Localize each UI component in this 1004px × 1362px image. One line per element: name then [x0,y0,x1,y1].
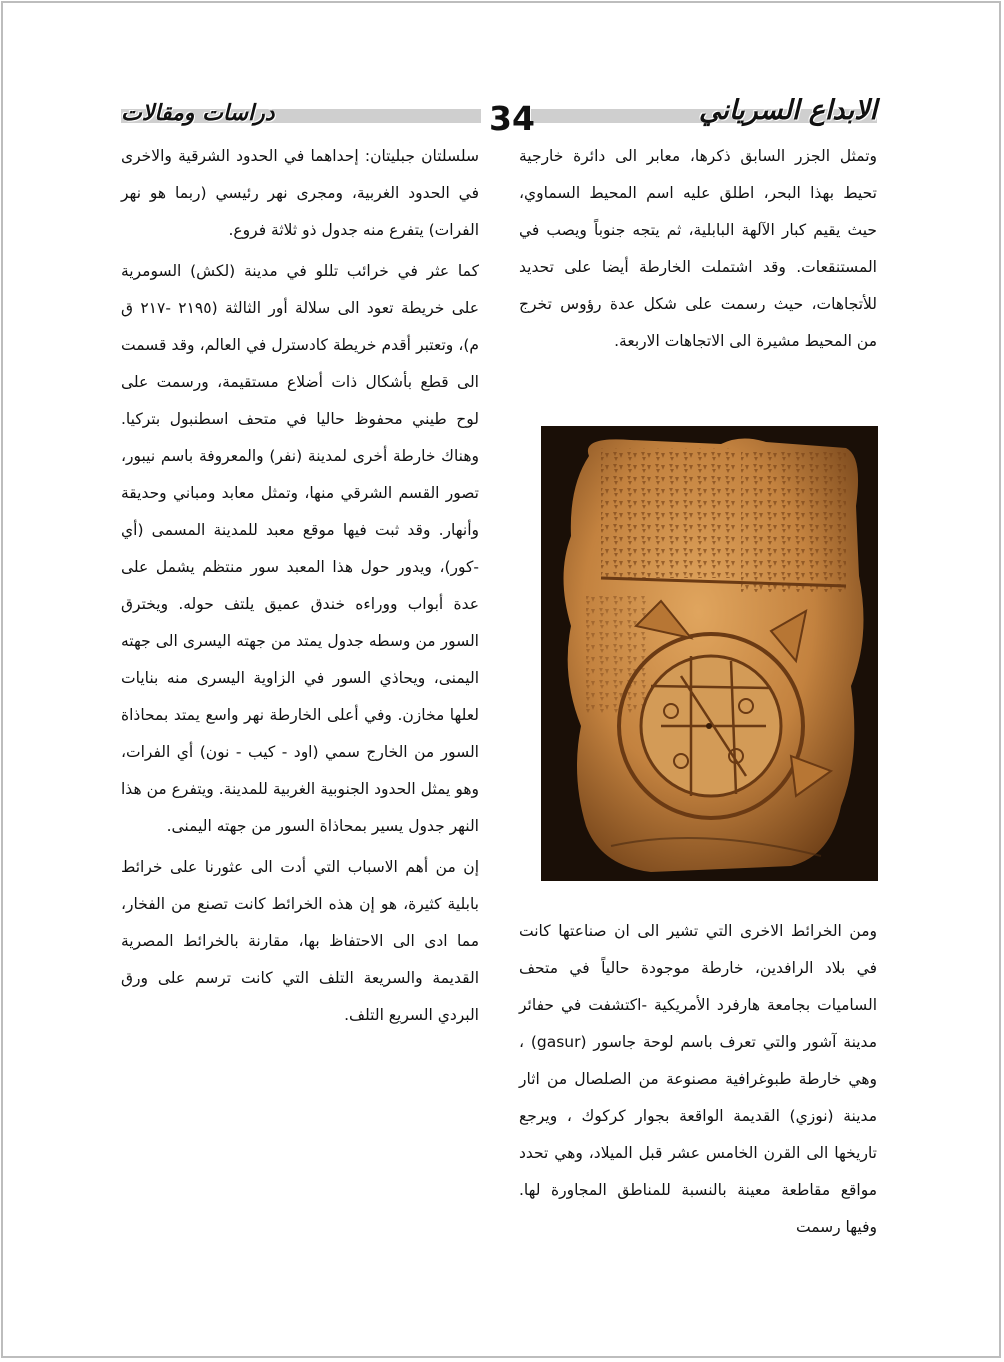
paragraph: وتمثل الجزر السابق ذكرها، معابر الى دائرة خارجية تحيط بهذا البحر، اطلق عليه اسم المحيط السماوي، حيث يقيم كبار الآلهة البابلية، ثم يتجه جنوباً ويصب في المستنقعات. وقد اشتملت الخارطة أيضا على تحديد للأتجاهات، حيث رسمت على شكل عدة رؤوس تخرج من المحيط مشيرة الى الاتجاهات الاربعة. [519,147,877,350]
paragraph: ومن الخرائط الاخرى التي تشير الى ان صناعتها كانت في بلاد الرافدين، خارطة موجودة حالياً في متحف الساميات بجامعة هارفرد الأمريكية -اكتشفت في حفائر مدينة آشور والتي تعرف باسم لوحة جاسور (gasur) ، وهي خارطة طبوغرافية مصنوعة من الصلصال من اثار مدينة (نوزي) القديمة الواقعة بجوار كركوك ، ويرجع تاريخها الى القرن الخامس عشر قبل الميلاد، وهي تحدد مواقع مقاطعة معينة بالنسبة للمناطق المجاورة لها. وفيها رسمت [519,922,877,1236]
babylonian-map-tablet-photo [541,426,878,881]
right-column-top [519,138,877,360]
clay-tablet-icon [541,426,878,881]
page-number: 34 [489,99,535,138]
paragraph: إن من أهم الاسباب التي أدت الى عثورنا على خرائط بابلية كثيرة، هو إن هذه الخرائط كانت تصنع من الفخار، مما ادى الى الاحتفاظ بها، مقارنة بالخرائط المصرية القديمة والسريعة التلف التي كانت ترسم على ورق البردي السريع التلف. [121,858,479,1024]
magazine-page [1,1,1001,1358]
paragraph: كما عثر في خرائب تللو في مدينة (لكش) السومرية على خريطة تعود الى سلالة أور الثالثة (٢١٩٥ -٢١٧ ق م)، وتعتبر أقدم خريطة كادسترل في العالم، وقد قسمت الى قطع بأشكال ذات أضلاع مستقيمة، ورسمت على لوح طيني محفوظ حاليا في متحف اسطنبول بتركيا. وهناك خارطة أخرى لمدينة (نفر) والمعروفة باسم نيبور، تصور القسم الشرقي منها، وتمثل معابد ومباني وحديقة وأنهار. وقد ثبت فيها موقع معبد للمدينة المسمى (أي -كور)، ويدور حول هذا المعبد سور منتظم يشمل على عدة أبواب ووراءه خندق عميق يلتف حوله. ويخترق السور من وسطه جدول يمتد من جهته اليسرى الى جهته اليمنى، ويحاذي السور في الزاوية اليسرى منه بنايات لعلها مخازن. وفي أعلى الخارطة نهر واسع يمتد بمحاذاة السور من الخارج سمي (اود - كيب - نون) أي الفرات، وهو يمثل الحدود الجنوبية الغربية للمدينة. ويتفرع من هذا النهر جدول يسير بمحاذاة السور من جهته اليمنى. [121,262,479,835]
section-title: دراسات ومقالات [121,101,275,126]
left-column [121,138,479,1034]
paragraph: سلسلتان جبليتان: إحداهما في الحدود الشرقية والاخرى في الحدود الغربية، ومجرى نهر رئيسي (ربما هو نهر الفرات) يتفرع منه جدول ذو ثلاثة فروع. [121,147,479,239]
right-column-bottom [519,913,877,1246]
magazine-title: الابداع السرياني [698,95,877,126]
